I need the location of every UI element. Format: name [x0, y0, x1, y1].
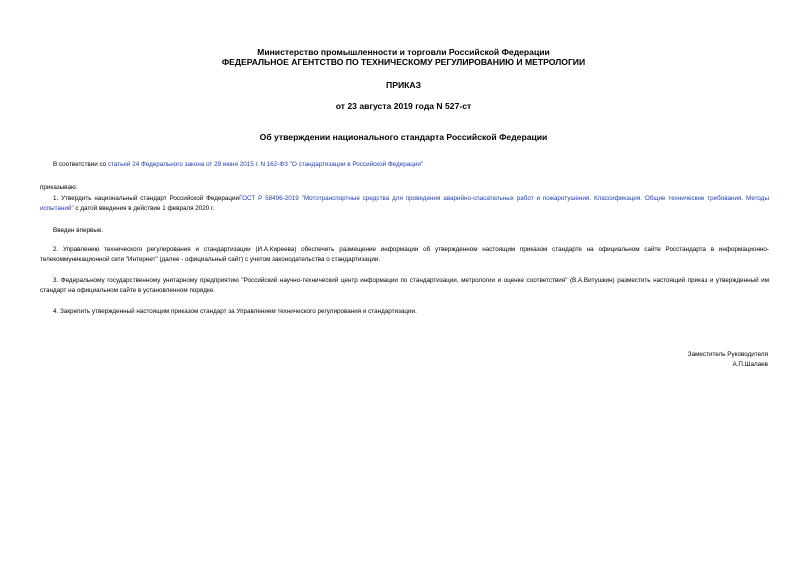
agency-name: ФЕДЕРАЛЬНОЕ АГЕНТСТВО ПО ТЕХНИЧЕСКОМУ РЕГУЛИРОВАНИЮ И МЕТРОЛОГИИ	[221, 57, 586, 67]
document-title: Об утверждении национального стандарта Российской Федерации	[259, 132, 548, 142]
introduced-note: Введен впервые.	[53, 227, 104, 234]
federal-law-link[interactable]: статьей 24 Федерального закона от 29 июня 2015 г. N 162-ФЗ "О стандартизации в Российской Федерации"	[107, 161, 424, 168]
item-1-paragraph	[40, 194, 769, 213]
signatory-position: Заместитель Руководителя	[687, 351, 768, 358]
signatory-name: А.П.Шалаев	[732, 361, 768, 368]
ministry-name: Министерство промышленности и торговли Российской Федерации	[257, 47, 550, 57]
intro-prefix: В соответствии со	[53, 161, 108, 168]
intro-paragraph	[40, 160, 769, 170]
item-1-suffix: с датой введения в действие 1 февраля 2020 г.	[73, 204, 215, 212]
item-2-paragraph: 2. Управлению технического регулирования и стандартизации (И.А.Киреева) обеспечить размещение информации об утвержденном настоящим приказом стандарте на официальном сайте Росстандарта в информационно-телекоммуникационной сети "Интернет" (далее - официальный сайт) с учетом законодательства о стандартизации.	[40, 246, 769, 263]
item-4-paragraph: 4. Закрепить утвержденный настоящим приказом стандарт за Управлением технического регулирования и стандартизации.	[53, 308, 417, 315]
document-type: ПРИКАЗ	[386, 80, 421, 90]
item-1-prefix: 1. Утвердить национальный стандарт Российской Федерации	[53, 195, 240, 202]
gost-standard-link[interactable]: ГОСТ Р 58496-2019 "Мототранспортные средства для проведения аварийно-спасательных работ и пожаротушения. Классификация. Общие технические требования. Методы испытаний"	[40, 195, 769, 212]
document-date-number: от 23 августа 2019 года N 527-ст	[335, 101, 472, 111]
order-word: приказываю:	[40, 184, 78, 191]
item-3-paragraph: 3. Федеральному государственному унитарному предприятию "Российский научно-технический центр информации по стандартизации, метрологии и оценке соответствия" (В.А.Витушкин) разместить настоящий приказ и утвержденный им стандарт на официальном сайте в установленном порядке.	[40, 277, 769, 294]
